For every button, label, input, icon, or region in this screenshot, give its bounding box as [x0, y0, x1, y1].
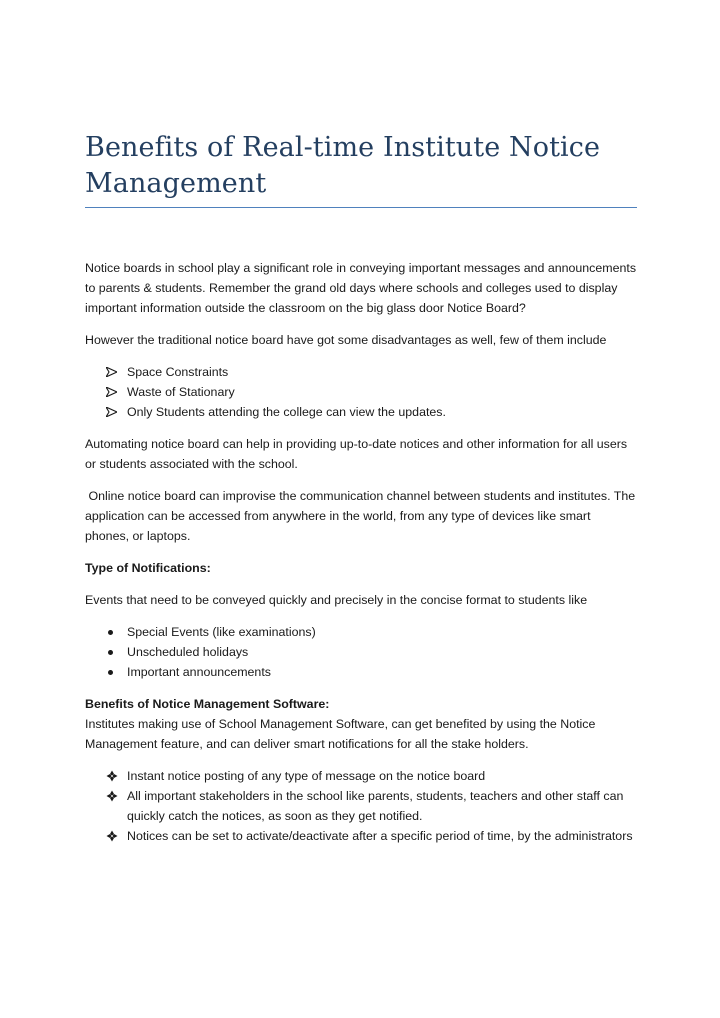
list-item	[85, 826, 637, 846]
events-lead-paragraph: Events that need to be conveyed quickly and precisely in the concise format to students like	[85, 593, 588, 607]
list-item-text: Special Events (like examinations)	[127, 625, 316, 639]
list-item	[85, 786, 637, 826]
list-item-text: Only Students attending the college can view the updates.	[127, 405, 446, 419]
list-item	[85, 362, 637, 382]
benefits-list	[85, 766, 637, 846]
list-item-text: Important announcements	[127, 665, 271, 679]
list-item	[85, 642, 637, 662]
document-title: Benefits of Real-time Institute Notice Management	[85, 130, 637, 208]
diamond-bullet-icon	[106, 830, 118, 842]
round-bullet-icon	[108, 670, 113, 675]
benefits-lead-paragraph: Institutes making use of School Management Software, can get benefited by using the Notice Management feature, and can deliver smart notifications for all the stake holders.	[85, 717, 596, 751]
document-page	[85, 130, 637, 846]
disadvantages-lead-paragraph: However the traditional notice board have got some disadvantages as well, few of them include	[85, 333, 607, 347]
round-bullet-icon	[108, 630, 113, 635]
diamond-bullet-icon	[106, 790, 118, 802]
list-item-text: Space Constraints	[127, 365, 229, 379]
events-list	[85, 622, 637, 682]
list-item-text: Unscheduled holidays	[127, 645, 249, 659]
arrowhead-bullet-icon	[106, 367, 117, 377]
list-item	[85, 402, 637, 422]
list-item-text: Instant notice posting of any type of message on the notice board	[127, 769, 486, 783]
list-item	[85, 766, 637, 786]
list-item-text: Waste of Stationary	[127, 385, 235, 399]
type-of-notifications-heading: Type of Notifications:	[85, 561, 211, 575]
diamond-bullet-icon	[106, 770, 118, 782]
list-item-text: All important stakeholders in the school like parents, students, teachers and other staff can quickly catch the notices, as soon as they get notified.	[127, 789, 624, 823]
list-item	[85, 662, 637, 682]
list-item	[85, 382, 637, 402]
automating-paragraph: Automating notice board can help in providing up-to-date notices and other information for all users or students associated with the school.	[85, 437, 628, 471]
round-bullet-icon	[108, 650, 113, 655]
disadvantages-list	[85, 362, 637, 422]
list-item-text: Notices can be set to activate/deactivate after a specific period of time, by the administrators	[127, 829, 633, 843]
intro-paragraph: Notice boards in school play a significant role in conveying important messages and announcements to parents & students. Remember the grand old days where schools and colleges used to display important information outside the classroom on the big glass door Notice Board?	[85, 261, 637, 315]
online-paragraph: Online notice board can improvise the communication channel between students and institutes. The application can be accessed from anywhere in the world, from any type of devices like smart phones, or laptops.	[85, 489, 639, 543]
arrowhead-bullet-icon	[106, 407, 117, 417]
list-item	[85, 622, 637, 642]
arrowhead-bullet-icon	[106, 387, 117, 397]
benefits-heading: Benefits of Notice Management Software:	[85, 697, 330, 711]
